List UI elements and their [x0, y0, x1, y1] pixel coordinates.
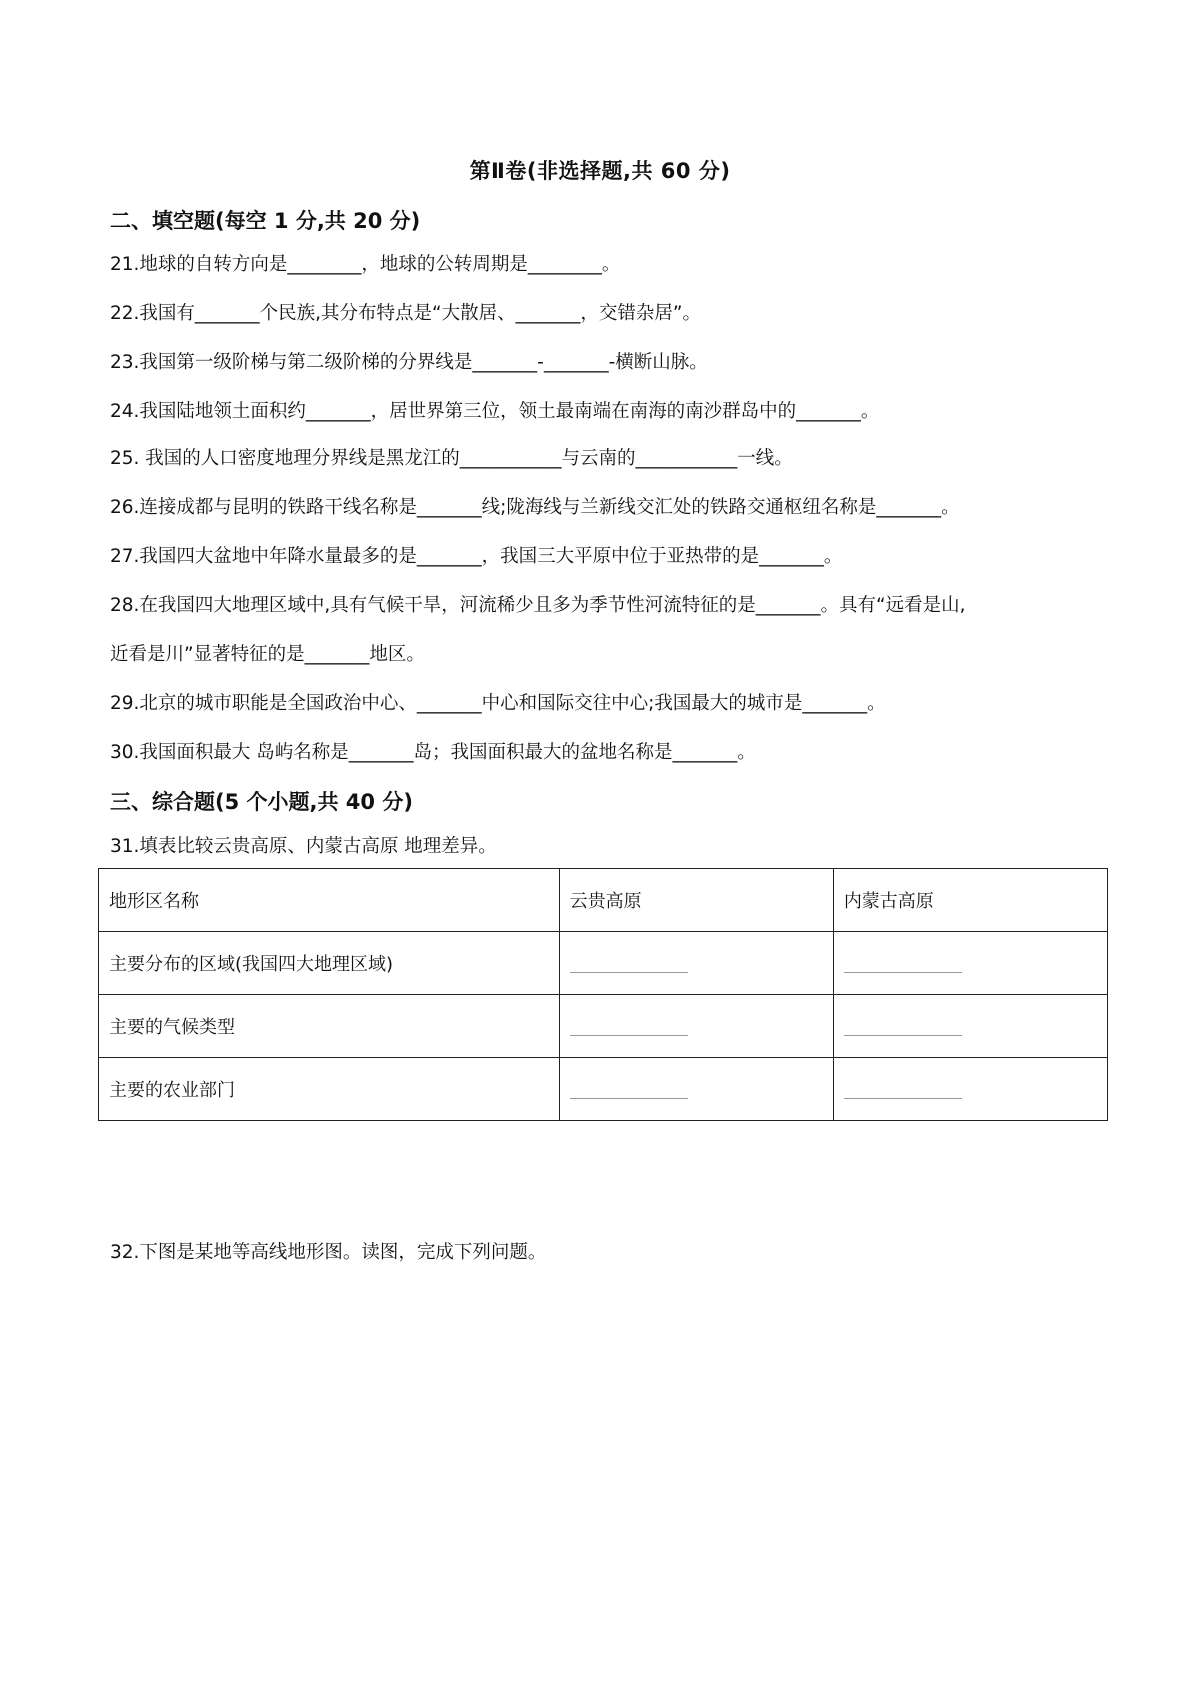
question-24: 24.我国陆地领土面积约_______，居世界第三位，领土最南端在南海的南沙群岛中的_______。	[110, 401, 880, 422]
question-31: 31.填表比较云贵高原、内蒙古高原 地理差异。	[110, 836, 497, 857]
answer-blank[interactable]	[833, 932, 1107, 995]
table-header-row	[99, 869, 1108, 932]
blank-line	[844, 958, 962, 973]
answer-blank[interactable]	[559, 1058, 833, 1121]
answer-blank[interactable]	[833, 995, 1107, 1058]
question-28-line1: 28.在我国四大地理区域中,具有气候干旱，河流稀少且多为季节性河流特征的是_______。具有“远看是山,	[110, 595, 966, 616]
question-27: 27.我国四大盆地中年降水量最多的是_______，我国三大平原中位于亚热带的是_______。	[110, 546, 843, 567]
question-26: 26.连接成都与昆明的铁路干线名称是_______线;陇海线与兰新线交汇处的铁路交通枢纽名称是_______。	[110, 497, 960, 518]
blank-line	[570, 1084, 688, 1099]
question-30: 30.我国面积最大 岛屿名称是_______岛；我国面积最大的盆地名称是_______。	[110, 742, 756, 763]
answer-blank[interactable]	[833, 1058, 1107, 1121]
table-row-label: 主要分布的区域(我国四大地理区域)	[99, 932, 560, 995]
page-title: 第Ⅱ卷(非选择题,共 60 分)	[469, 159, 731, 183]
table-row	[99, 995, 1108, 1058]
table-header-cell: 内蒙古高原	[833, 869, 1107, 932]
section-heading-fill-in: 二、填空题(每空 1 分,共 20 分)	[110, 209, 421, 233]
table-row	[99, 932, 1108, 995]
question-28-line2: 近看是川”显著特征的是_______地区。	[110, 644, 425, 665]
answer-blank[interactable]	[559, 932, 833, 995]
answer-blank[interactable]	[559, 995, 833, 1058]
question-23: 23.我国第一级阶梯与第二级阶梯的分界线是_______-_______-横断山脉。	[110, 352, 708, 373]
section-heading-comprehensive: 三、综合题(5 个小题,共 40 分)	[110, 790, 413, 814]
table-row-label: 主要的农业部门	[99, 1058, 560, 1121]
table-header-cell: 云贵高原	[559, 869, 833, 932]
question-22: 22.我国有_______个民族,其分布特点是“大散居、_______，交错杂居”。	[110, 303, 701, 324]
question-25: 25. 我国的人口密度地理分界线是黑龙江的___________与云南的___________一线。	[110, 448, 793, 469]
table-row-label: 主要的气候类型	[99, 995, 560, 1058]
blank-line	[844, 1084, 962, 1099]
blank-line	[570, 1021, 688, 1036]
table-row	[99, 1058, 1108, 1121]
question-32: 32.下图是某地等高线地形图。读图，完成下列问题。	[110, 1242, 547, 1263]
blank-line	[570, 958, 688, 973]
blank-line	[844, 1021, 962, 1036]
question-21: 21.地球的自转方向是________，地球的公转周期是________。	[110, 254, 621, 275]
question-29: 29.北京的城市职能是全国政治中心、_______中心和国际交往中心;我国最大的城市是_______。	[110, 693, 886, 714]
comparison-table	[98, 868, 1108, 1121]
table-header-cell: 地形区名称	[99, 869, 560, 932]
